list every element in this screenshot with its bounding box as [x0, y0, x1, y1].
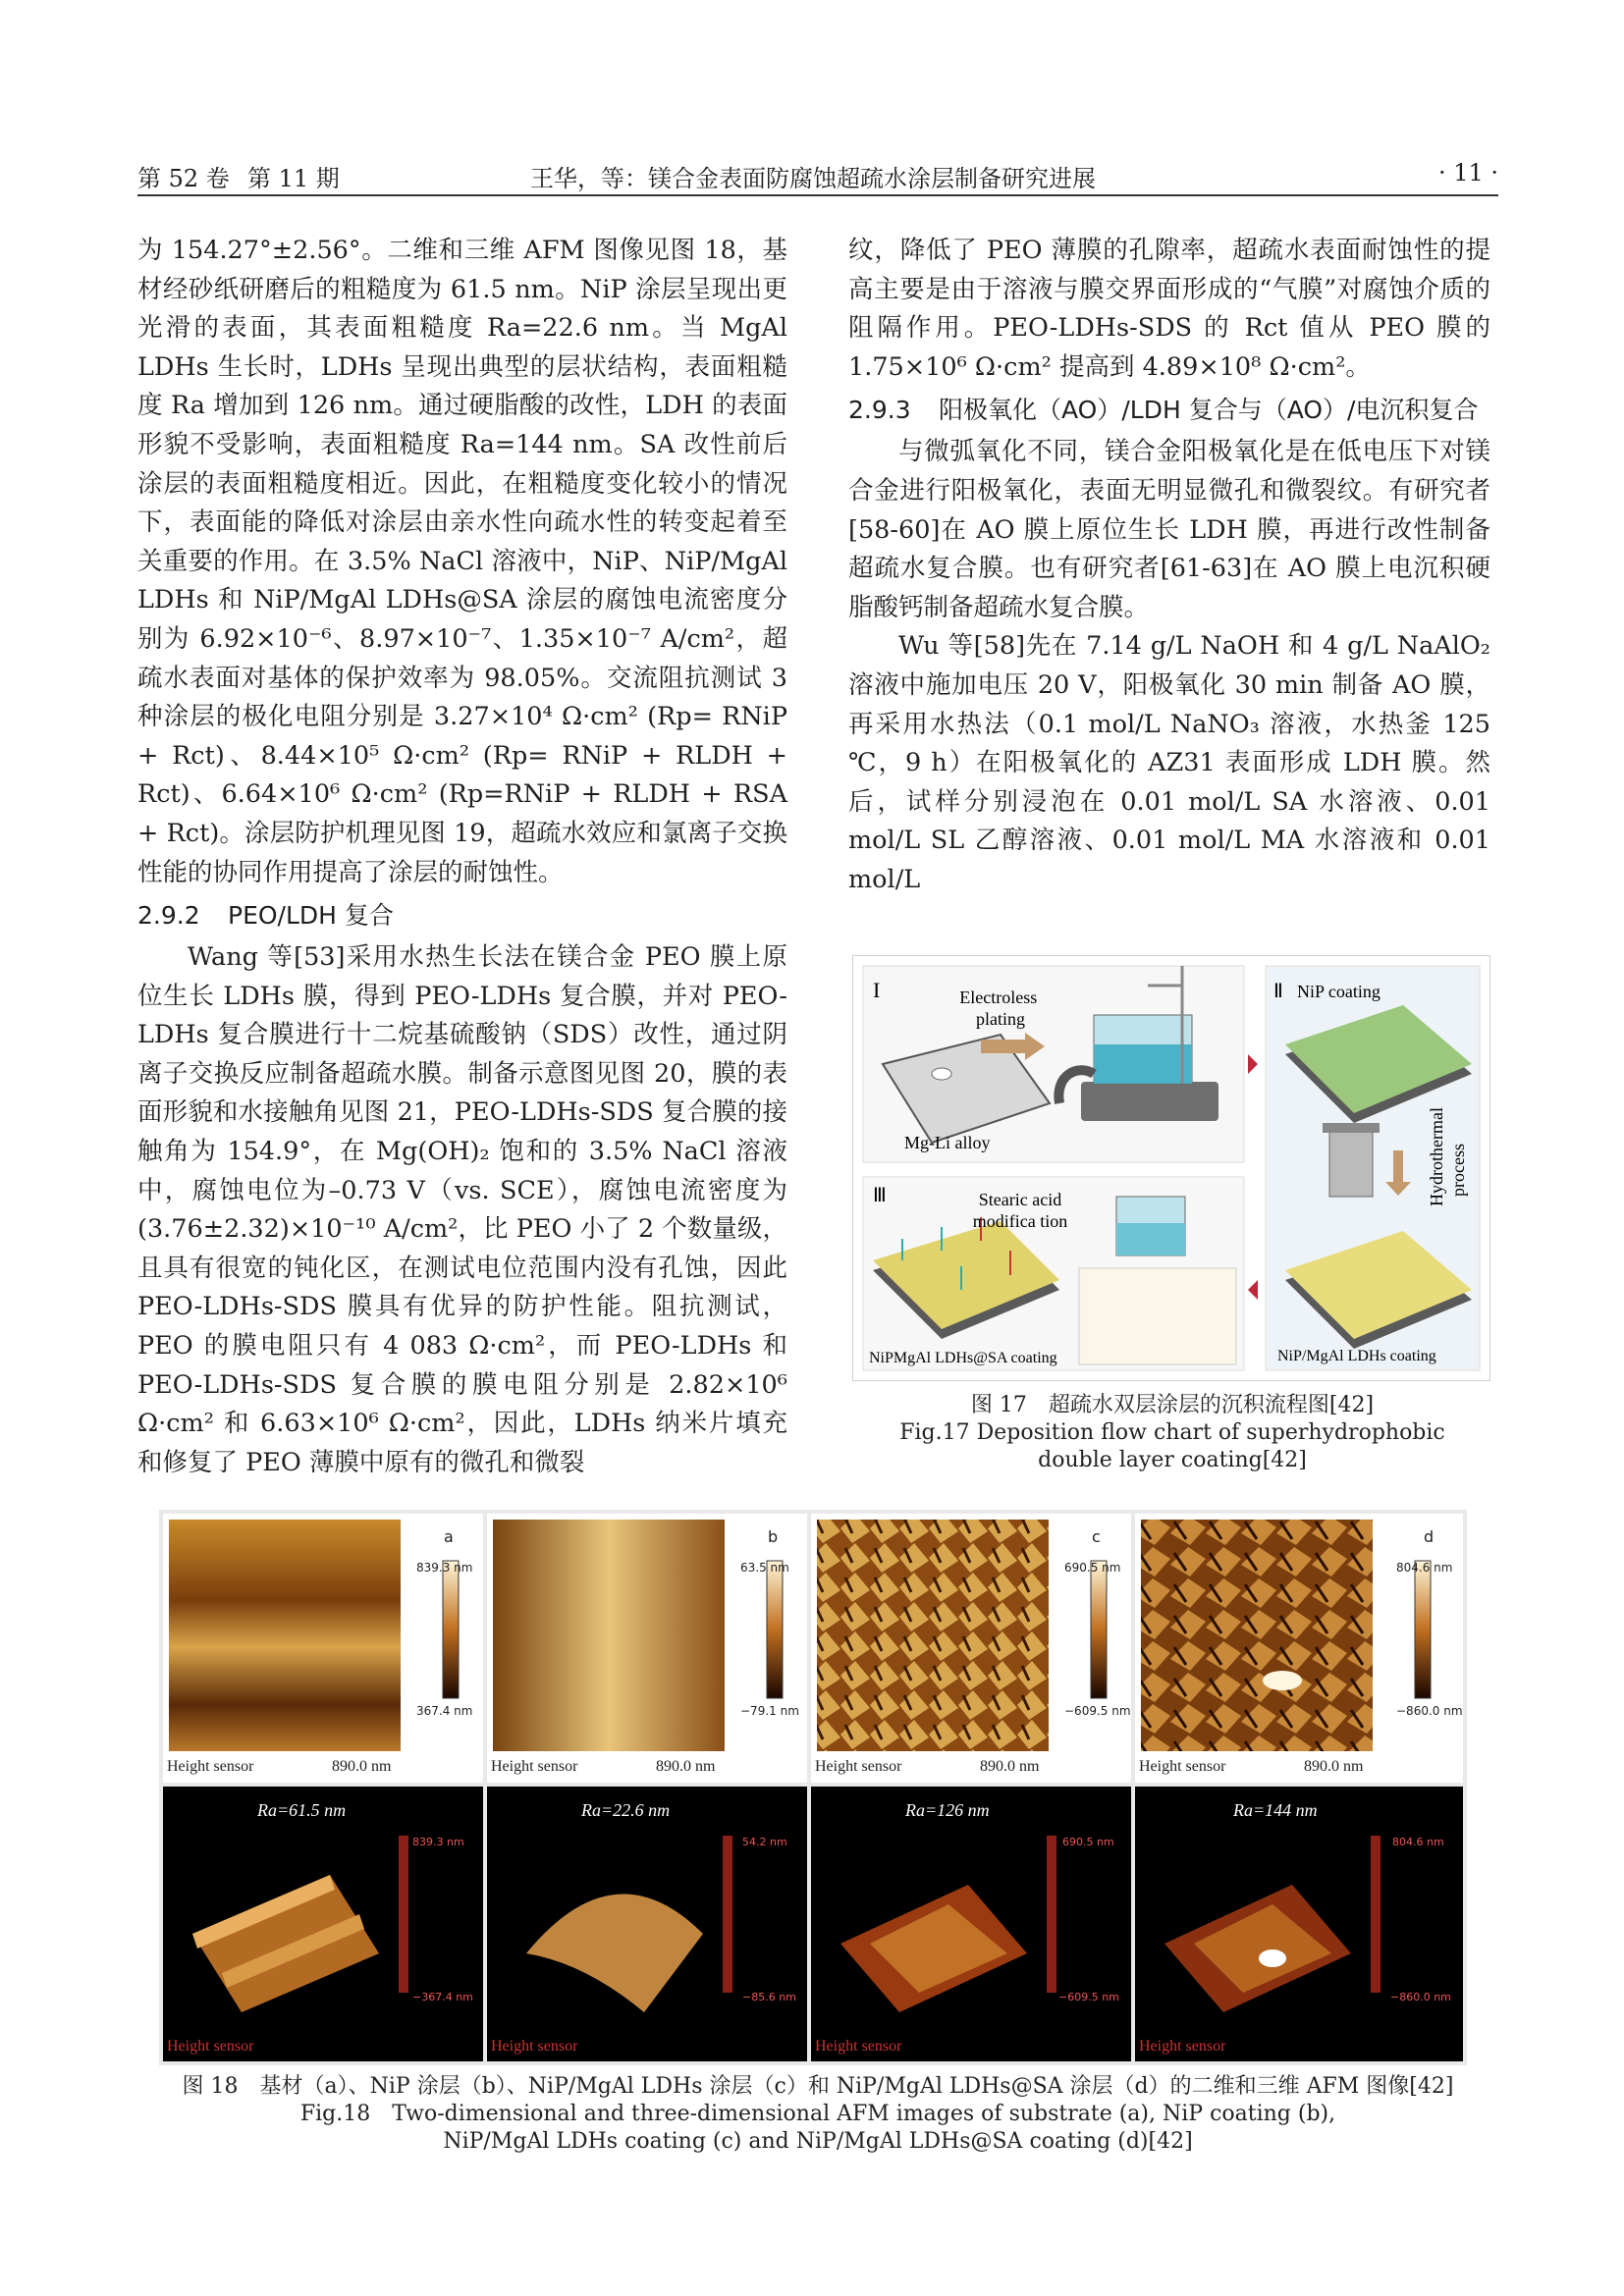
- mg-li-label: Mg-Li alloy: [904, 1133, 991, 1152]
- section-2-9-3: [848, 391, 1490, 429]
- a-max: 839.3 nm: [416, 1561, 473, 1575]
- right-paragraph-1: 纹，降低了 PEO 薄膜的孔隙率，超疏水表面耐蚀性的提高主要是由于溶液与膜交界面形成的“气膜”对腐蚀介质的阻隔作用。PEO-LDHs-SDS 的 Rct 值从 PEO 膜的 1.75×10⁶ Ω·cm² 提高到 4.89×10⁸ Ω·cm²。: [848, 236, 1490, 382]
- electroless-label-1: Electroless: [959, 988, 1038, 1007]
- a-sensor: Height sensor: [167, 1758, 254, 1775]
- d-max: 804.6 nm: [1396, 1561, 1453, 1575]
- panel-letter-a: a: [444, 1527, 454, 1546]
- fig17-caption-en-1: Fig.17 Deposition flow chart of superhydrophobic: [899, 1420, 1445, 1445]
- a-ra: Ra=61.5 nm: [257, 1800, 347, 1820]
- hydrothermal-label: Hydrothermal: [1427, 1107, 1446, 1206]
- figure-17: [852, 955, 1490, 1381]
- b-sensor-3d: Height sensor: [491, 2038, 578, 2055]
- b-min3d: −85.6 nm: [742, 1991, 796, 2003]
- svg-text:process: process: [1448, 1144, 1468, 1197]
- d-max3d: 804.6 nm: [1392, 1836, 1444, 1848]
- nip-coating-label: NiP coating: [1297, 982, 1380, 1001]
- issue: 第 11 期: [247, 165, 340, 192]
- fig17-caption-en-2: double layer coating[42]: [1038, 1448, 1307, 1472]
- a-min3d: −367.4 nm: [412, 1991, 473, 2003]
- figure-17-caption: [848, 1392, 1496, 1474]
- panel-letter-d: d: [1424, 1527, 1435, 1546]
- left-column: [137, 232, 787, 1482]
- right-paragraph-2: 与微弧氧化不同，镁合金阳极氧化是在低电压下对镁合金进行阳极氧化，表面无明显微孔和微裂纹。有研究者[58-60]在 AO 膜上原位生长 LDH 膜，再进行改性制备超疏水复合膜。也有研究者[61-63]在 AO 膜上电沉积硬脂酸钙制备超疏水复合膜。: [848, 437, 1490, 622]
- section-2-9-2: [137, 896, 787, 934]
- fig18-caption-cn: 图 18 基材（a）、NiP 涂层（b）、NiP/MgAl LDHs 涂层（c）和 NiP/MgAl LDHs@SA 涂层（d）的二维和三维 AFM 图像[42]: [182, 2074, 1454, 2099]
- stearic-label-1: Stearic acid: [978, 1190, 1062, 1209]
- b-max: 63.5 nm: [740, 1561, 789, 1575]
- left-paragraph-1: 为 154.27°±2.56°。二维和三维 AFM 图像见图 18，基材经砂纸研磨后的粗糙度为 61.5 nm。NiP 涂层呈现出更光滑的表面，其表面粗糙度 Ra=22.6 nm。当 MgAl LDHs 生长时，LDHs 呈现出典型的层状结构，表面粗糙度 Ra 增加到 126 nm。通过硬脂酸的改性，LDH 的表面形貌不受影响，表面粗糙度 Ra=144 nm。SA 改性前后涂层的表面粗糙度相近。因此，在粗糙度变化较小的情况下，表面能的降低对涂层由亲水性向疏水性的转变起着至关重要的作用。在 3.5% NaCl 溶液中，NiP、NiP/MgAl LDHs 和 NiP/MgAl LDHs@SA 涂层的腐蚀电流密度分别为 6.92×10⁻⁶、8.97×10⁻⁷、1.35×10⁻⁷ A/cm²，超疏水表面对基体的保护效率为 98.05%。交流阻抗测试 3 种涂层的极化电阻分别是 3.27×10⁴ Ω·cm² (Rp= RNiP + Rct)、8.44×10⁵ Ω·cm² (Rp= RNiP + RLDH + Rct)、6.64×10⁶ Ω·cm² (Rp=RNiP + RLDH + RSA + Rct)。涂层防护机理见图 19，超疏水效应和氯离子交换性能的协同作用提高了涂层的耐蚀性。: [137, 236, 787, 887]
- right-paragraph-3: Wu 等[58]先在 7.14 g/L NaOH 和 4 g/L NaAlO₂ 溶液中施加电压 20 V，阳极氧化 30 min 制备 AO 膜，再采用水热法（0.1 mol/L NaNO₃ 溶液，水热釜 125 ℃，9 h）在阳极氧化的 AZ31 表面形成 LDH 膜。然后，试样分别浸泡在 0.01 mol/L SA 水溶液、0.01 mol/L SL 乙醇溶液、0.01 mol/L MA 水溶液和 0.01 mol/L: [848, 631, 1490, 894]
- panel-ii-label: Ⅱ: [1273, 981, 1283, 1002]
- section-number: 2.9.2: [137, 901, 200, 931]
- nipmgal-label: NiP/MgAl LDHs coating: [1277, 1348, 1436, 1364]
- nipmgal-sa-label: NiPMgAl LDHs@SA coating: [869, 1350, 1057, 1366]
- c-sensor-3d: Height sensor: [815, 2038, 902, 2055]
- d-min: −860.0 nm: [1396, 1704, 1463, 1718]
- c-max: 690.5 nm: [1064, 1561, 1121, 1575]
- running-header: [137, 155, 1498, 196]
- c-scale: 890.0 nm: [980, 1758, 1040, 1775]
- a-max3d: 839.3 nm: [412, 1836, 464, 1848]
- panel-iii-label: Ⅲ: [873, 1185, 887, 1206]
- figure-18-caption: [137, 2073, 1498, 2156]
- b-scale: 890.0 nm: [656, 1758, 716, 1775]
- header-title: 王华，等：镁合金表面防腐蚀超疏水涂层制备研究进展: [530, 165, 1096, 192]
- b-min: −79.1 nm: [740, 1704, 799, 1718]
- b-ra: Ra=22.6 nm: [581, 1800, 671, 1820]
- c-min: −609.5 nm: [1064, 1704, 1131, 1718]
- d-sensor-3d: Height sensor: [1139, 2038, 1226, 2055]
- d-scale: 890.0 nm: [1304, 1758, 1364, 1775]
- figure-18-labels: [159, 1510, 1467, 2065]
- panel-letter-b: b: [768, 1527, 779, 1546]
- electroless-label-2: plating: [976, 1009, 1025, 1029]
- section-title: 阳极氧化（AO）/LDH 复合与（AO）/电沉积复合: [939, 396, 1479, 425]
- d-sensor: Height sensor: [1139, 1758, 1226, 1775]
- stearic-label-2: modifica tion: [972, 1211, 1068, 1231]
- a-sensor-3d: Height sensor: [167, 2038, 254, 2055]
- page-number: · 11 ·: [1437, 159, 1498, 187]
- b-max3d: 54.2 nm: [742, 1836, 787, 1848]
- b-sensor: Height sensor: [491, 1758, 578, 1775]
- c-max3d: 690.5 nm: [1062, 1836, 1114, 1848]
- section-title: PEO/LDH 复合: [228, 901, 394, 931]
- d-ra: Ra=144 nm: [1233, 1800, 1318, 1820]
- c-ra: Ra=126 nm: [905, 1800, 990, 1820]
- c-sensor: Height sensor: [815, 1758, 902, 1775]
- fig18-caption-en-2: NiP/MgAl LDHs coating (c) and NiP/MgAl LDHs@SA coating (d)[42]: [443, 2129, 1193, 2154]
- figure-17-diagram: [853, 956, 1489, 1380]
- panel-letter-c: c: [1092, 1527, 1101, 1546]
- d-min3d: −860.0 nm: [1390, 1991, 1451, 2003]
- left-paragraph-2: Wang 等[53]采用水热生长法在镁合金 PEO 膜上原位生长 LDHs 膜，得到 PEO-LDHs 复合膜，并对 PEO-LDHs 复合膜进行十二烷基硫酸钠（SDS）改性，通过阴离子交换反应制备超疏水膜。制备示意图见图 20，膜的表面形貌和水接触角见图 21，PEO-LDHs-SDS 复合膜的接触角为 154.9°，在 Mg(OH)₂ 饱和的 3.5% NaCl 溶液中，腐蚀电位为–0.73 V（vs. SCE），腐蚀电流密度为(3.76±2.32)×10⁻¹⁰ A/cm²，比 PEO 小了 2 个数量级，且具有很宽的钝化区，在测试电位范围内没有孔蚀，因此 PEO-LDHs-SDS 膜具有优异的防护性能。阻抗测试，PEO 的膜电阻只有 4 083 Ω·cm²，而 PEO-LDHs 和 PEO-LDHs-SDS 复合膜的膜电阻分别是 2.82×10⁶ Ω·cm² 和 6.63×10⁶ Ω·cm²，因此，LDHs 纳米片填充和修复了 PEO 薄膜中原有的微孔和微裂: [137, 942, 787, 1477]
- right-column: [848, 232, 1490, 900]
- volume: 第 52 卷: [137, 165, 230, 192]
- a-scale: 890.0 nm: [332, 1758, 392, 1775]
- fig18-caption-en-1: Fig.18 Two-dimensional and three-dimensional AFM images of substrate (a), NiP coating (b),: [299, 2102, 1336, 2126]
- section-number: 2.9.3: [848, 396, 911, 425]
- panel-i-label: I: [873, 978, 881, 1002]
- a-min: 367.4 nm: [416, 1704, 473, 1718]
- c-min3d: −609.5 nm: [1058, 1991, 1119, 2003]
- fig17-caption-cn: 图 17 超疏水双层涂层的沉积流程图[42]: [970, 1393, 1375, 1417]
